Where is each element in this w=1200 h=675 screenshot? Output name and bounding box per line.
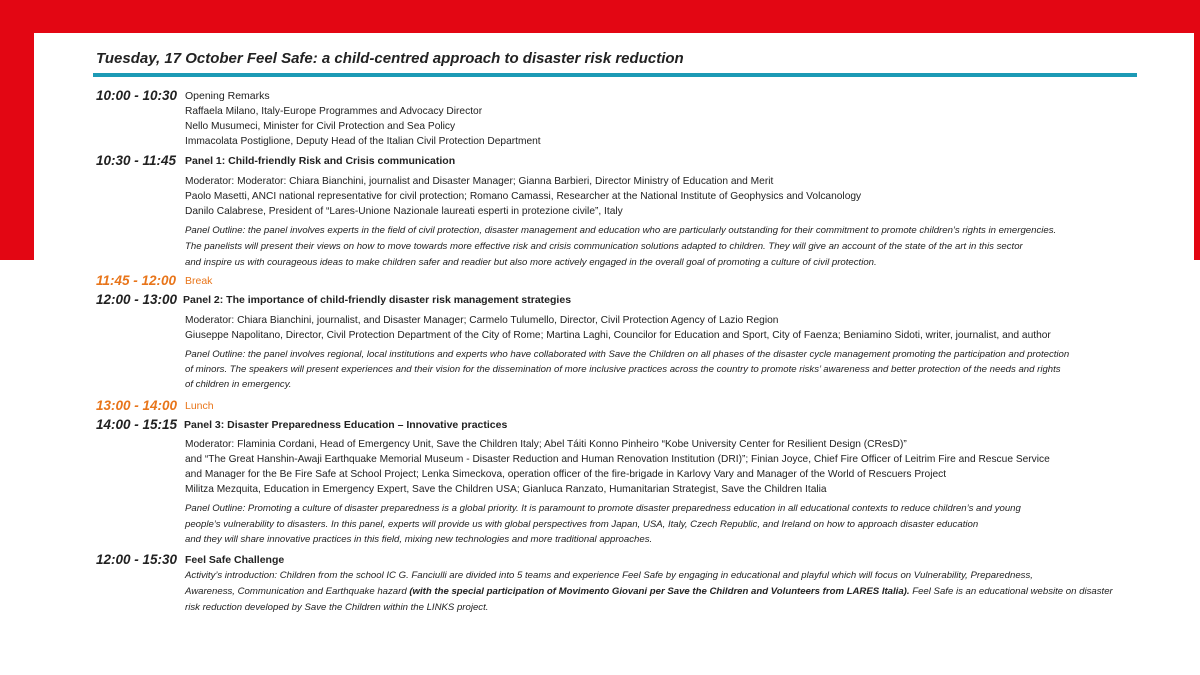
time-slot: 10:00 - 10:30 xyxy=(96,88,178,103)
panel-outline-line: Panel Outline: the panel involves regional, local institutions and experts who have collaborated with Save the Children on all phases of the disaster cycle management promoting the participation and protection xyxy=(185,349,1070,360)
panel-outline-line: The panelists will present their views on how to move towards more effective risk and crisis communication solutions adapted to children. They will give an account of the state of the art in this sector xyxy=(185,241,1023,252)
session-title: Break xyxy=(185,275,213,287)
panel-outline-line: of children in emergency. xyxy=(185,379,292,390)
time-slot: 12:00 - 13:00 xyxy=(96,292,178,307)
time-slot: 10:30 - 11:45 xyxy=(96,153,177,168)
speaker-line: and Manager for the Be Fire Safe at School Project; Lenka Simeckova, operation officer of the fire-brigade in Karlovy Vary and Manager of the World of Rescuers Project xyxy=(185,469,947,480)
activity-text: Awareness, Communication and Earthquake hazard xyxy=(185,586,410,597)
speaker-line: Moderator: Chiara Bianchini, journalist, and Disaster Manager; Carmelo Tulumello, Director, Civil Protection Agency of Lazio Region xyxy=(185,315,779,326)
time-slot: 14:00 - 15:15 xyxy=(96,417,178,432)
activity-line: risk reduction developed by Save the Children within the LINKS project. xyxy=(185,602,489,613)
session-title: Lunch xyxy=(185,400,214,412)
speaker-line: Danilo Calabrese, President of “Lares-Unione Nazionale laureati esperti in protezione civile”, Italy xyxy=(185,206,623,217)
time-slot: 11:45 - 12:00 xyxy=(96,273,177,288)
session-title: Panel 1: Child-friendly Risk and Crisis communication xyxy=(185,155,456,167)
speaker-line: Raffaela Milano, Italy-Europe Programmes and Advocacy Director xyxy=(185,106,483,117)
panel-outline-line: Panel Outline: the panel involves experts in the field of civil protection, disaster management and education who are particularly outstanding for their commitment to promote children’s rights in emergencies. xyxy=(185,225,1057,236)
speaker-line: Militza Mezquita, Education in Emergency Expert, Save the Children USA; Gianluca Ranzato, Humanitarian Strategist, Save the Children Italia xyxy=(185,484,827,495)
speaker-line: Moderator: Flaminia Cordani, Head of Emergency Unit, Save the Children Italy; Abel Táiti Konno Pinheiro “Kobe University Center for Resilient Design (CResD)” xyxy=(185,439,907,450)
session-title: Opening Remarks xyxy=(185,90,270,102)
session-title: Feel Safe Challenge xyxy=(185,554,285,566)
activity-line xyxy=(185,586,1113,597)
agenda-card xyxy=(34,33,1194,675)
session-title: Panel 3: Disaster Preparedness Education – Innovative practices xyxy=(184,419,508,431)
speaker-line: Paolo Masetti, ANCI national representative for civil protection; Romano Camassi, Researcher at the National Institute of Geophysics and Volcanology xyxy=(185,191,862,202)
panel-outline-line: people’s vulnerability to disasters. In this panel, experts will provide us with global perspectives from Japan, USA, Italy, Czech Republic, and Ireland on how to approach disaster education xyxy=(185,519,979,530)
panel-outline-line: of minors. The speakers will present experiences and their vision for the dissemination of more inclusive practices across the country to promote risks’ awareness and better protection of the needs and rights xyxy=(185,364,1061,375)
page-title: Tuesday, 17 October Feel Safe: a child-centred approach to disaster risk reduction xyxy=(96,50,684,67)
panel-outline-line: and inspire us with courageous ideas to make children safer and readier but also more actively engaged in the overall goal of promoting a culture of civil protection. xyxy=(185,257,877,268)
panel-outline-line: Panel Outline: Promoting a culture of disaster preparedness is a global priority. It is paramount to promote disaster preparedness education in all educational contexts to reduce children’s and young xyxy=(185,503,1021,514)
activity-line: Activity’s introduction: Children from the school IC G. Fanciulli are divided into 5 teams and experience Feel Safe by engaging in educational and playful which will focus on Vulnerability, Preparedness, xyxy=(185,570,1033,581)
speaker-line: Giuseppe Napolitano, Director, Civil Protection Department of the City of Rome; Martina Laghi, Councilor for Education and Sport, City of Faenza; Beniamino Sidoti, writer, journalist, and author xyxy=(185,330,1051,341)
time-slot: 13:00 - 14:00 xyxy=(96,398,178,413)
speaker-line: and “The Great Hanshin-Awaji Earthquake Memorial Museum - Disaster Reduction and Human Renovation Institution (DRI)”; Finian Joyce, Chief Fire Officer of Leitrim Fire and Rescue Service xyxy=(185,454,1050,465)
activity-text: Feel Safe is an educational website on disaster xyxy=(909,586,1113,597)
speaker-line: Immacolata Postiglione, Deputy Head of the Italian Civil Protection Department xyxy=(185,136,541,147)
session-title: Panel 2: The importance of child-friendly disaster risk management strategies xyxy=(183,294,572,306)
activity-highlight: (with the special participation of Movimento Giovani per Save the Children and Volunteers from LARES Italia). xyxy=(409,586,910,597)
speaker-line: Moderator: Moderator: Chiara Bianchini, journalist and Disaster Manager; Gianna Barbieri, Director Ministry of Education and Merit xyxy=(185,176,774,187)
title-underline xyxy=(93,73,1137,77)
panel-outline-line: and they will share innovative practices in this field, mixing new technologies and more traditional approaches. xyxy=(185,534,653,545)
speaker-line: Nello Musumeci, Minister for Civil Protection and Sea Policy xyxy=(185,121,456,132)
time-slot: 12:00 - 15:30 xyxy=(96,552,178,567)
